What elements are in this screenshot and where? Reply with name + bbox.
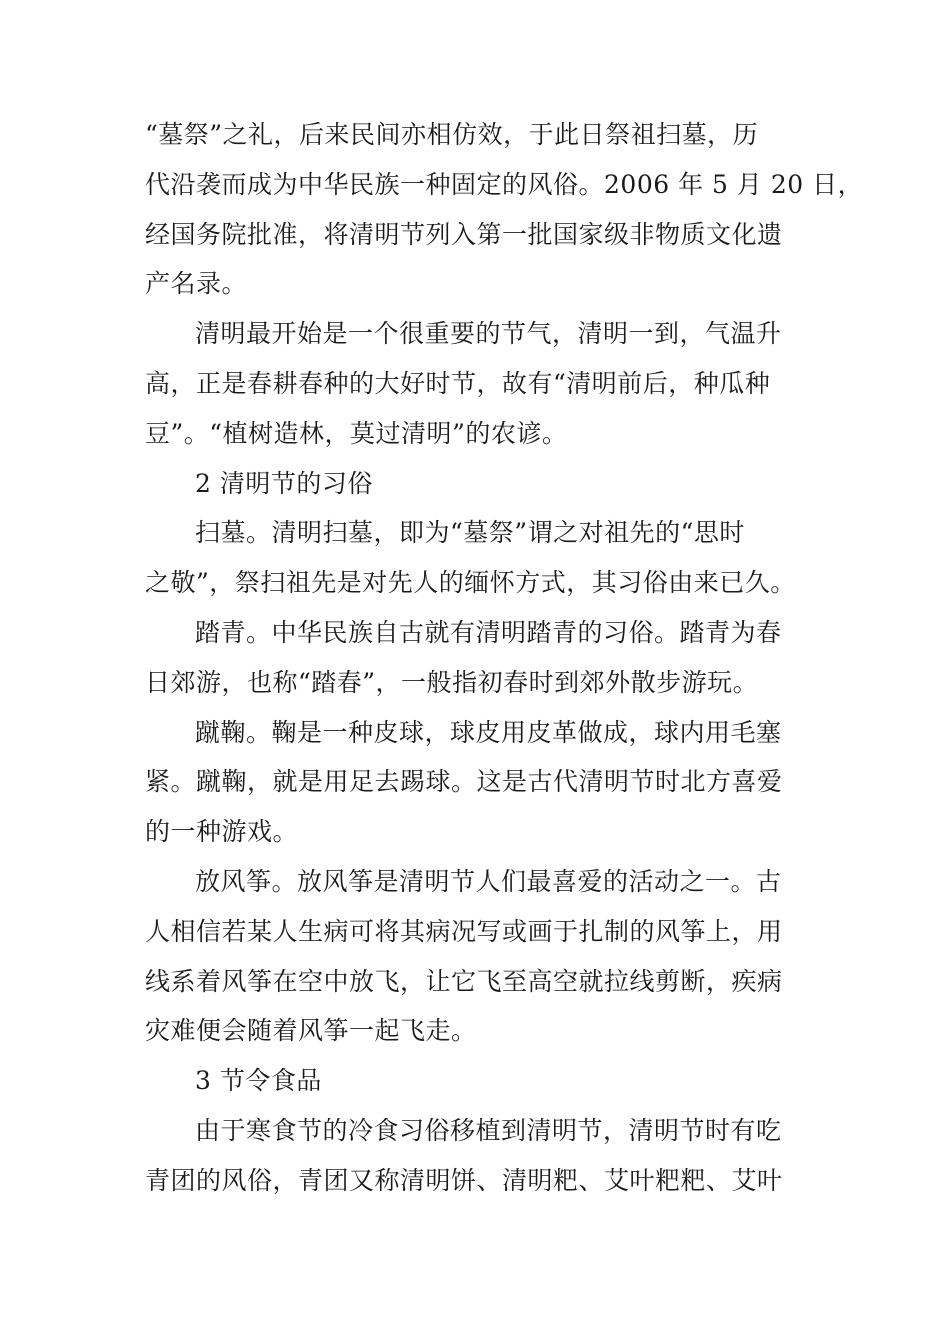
paragraph-line: 产名录。 — [145, 269, 248, 299]
paragraph-line: 扫墓。清明扫墓，即为“墓祭”谓之对祖先的“思时 — [195, 518, 745, 548]
document-body — [145, 110, 864, 1206]
paragraph-line: 紧。蹴鞠，就是用足去踢球。这是古代清明节时北方喜爱 — [145, 767, 783, 797]
paragraph-line: 踏青。中华民族自古就有清明踏青的习俗。踏青为春 — [195, 617, 782, 647]
paragraph-line: 日郊游，也称“踏春”，一般指初春时到郊外散步游玩。 — [145, 667, 759, 697]
paragraph-line: 高，正是春耕春种的大好时节，故有“清明前后，种瓜种 — [145, 368, 771, 398]
paragraph-line: 代沿袭而成为中华民族一种固定的风俗。2006 年 5 月 20 日， — [145, 169, 864, 199]
paragraph-line: “墓祭”之礼，后来民间亦相仿效，于此日祭祖扫墓，历 — [145, 120, 759, 149]
paragraph-line: 的一种游戏。 — [145, 817, 299, 847]
paragraph-line: 灾难便会随着风筝一起飞走。 — [145, 1016, 477, 1046]
paragraph-line: 人相信若某人生病可将其病况写或画于扎制的风筝上，用 — [145, 916, 783, 946]
paragraph-line: 经国务院批准，将清明节列入第一批国家级非物质文化遗 — [145, 219, 783, 249]
section-heading: 2 清明节的习俗 — [195, 468, 373, 498]
paragraph-line: 青团的风俗，青团又称清明饼、清明粑、艾叶粑粑、艾叶 — [145, 1165, 783, 1195]
paragraph-line: 之敬”，祭扫祖先是对先人的缅怀方式，其习俗由来已久。 — [145, 568, 796, 598]
section-heading: 3 节令食品 — [195, 1066, 322, 1096]
paragraph-line: 豆”。“植树造林，莫过清明”的农谚。 — [145, 418, 568, 448]
paragraph-line: 蹴鞠。鞠是一种皮球，球皮用皮革做成，球内用毛塞 — [195, 717, 782, 747]
paragraph-line: 放风筝。放风筝是清明节人们最喜爱的活动之一。古 — [195, 866, 782, 896]
paragraph-line: 由于寒食节的冷食习俗移植到清明节，清明节时有吃 — [195, 1115, 782, 1145]
paragraph-line: 线系着风筝在空中放飞，让它飞至高空就拉线剪断，疾病 — [145, 966, 783, 996]
paragraph-line: 清明最开始是一个很重要的节气，清明一到，气温升 — [195, 319, 782, 349]
